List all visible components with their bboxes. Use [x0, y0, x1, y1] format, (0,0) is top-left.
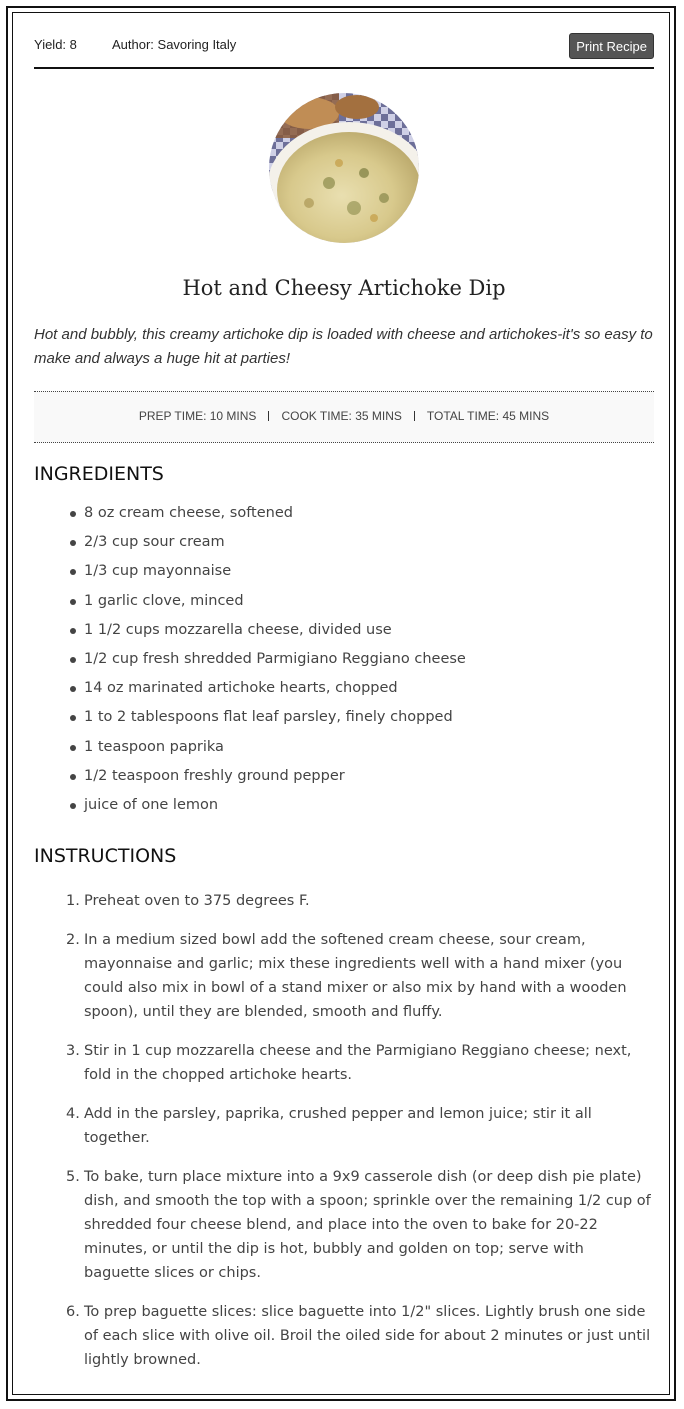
ingredients-heading: INGREDIENTS [34, 463, 164, 485]
time-separator [268, 411, 269, 421]
ingredient-item: 1 garlic clove, minced [84, 587, 654, 616]
instruction-step [66, 1039, 654, 1087]
step-number: 4. [66, 1106, 80, 1122]
bullet-icon [70, 569, 76, 575]
instructions-heading: INSTRUCTIONS [34, 845, 177, 867]
instruction-step [66, 1102, 654, 1150]
bullet-icon [70, 686, 76, 692]
step-text: Stir in 1 cup mozzarella cheese and the Parmigiano Reggiano cheese; next, fold in the chopped artichoke hearts. [84, 1043, 632, 1083]
ingredient-item: 14 oz marinated artichoke hearts, chopped [84, 674, 654, 703]
recipe-meta-bar [34, 13, 654, 69]
recipe-summary: Hot and bubbly, this creamy artichoke dip is loaded with cheese and artichokes-it's so easy to make and always a huge hit at parties! [34, 326, 653, 367]
total-time: TOTAL TIME: 45 MINS [426, 409, 550, 423]
artichoke-dip-photo-icon [269, 93, 419, 243]
ingredient-item: 1/3 cup mayonnaise [84, 557, 654, 586]
recipe-times-bar [34, 391, 654, 443]
author-text: Author: Savoring Italy [112, 37, 237, 52]
bullet-icon [70, 540, 76, 546]
print-recipe-button[interactable]: Print Recipe [569, 33, 654, 59]
step-text: Add in the parsley, paprika, crushed pepper and lemon juice; stir it all together. [84, 1106, 592, 1146]
recipe-card [12, 12, 670, 1395]
bullet-icon [70, 628, 76, 634]
ingredient-item: 1 to 2 tablespoons flat leaf parsley, finely chopped [84, 703, 654, 732]
bullet-icon [70, 511, 76, 517]
ingredients-list [34, 499, 654, 820]
bullet-icon [70, 715, 76, 721]
instructions-list [34, 889, 654, 1387]
instruction-step [66, 889, 654, 913]
step-number: 1. [66, 893, 80, 909]
recipe-title: Hot and Cheesy Artichoke Dip [182, 276, 506, 300]
bullet-icon [70, 599, 76, 605]
instruction-step [66, 928, 654, 1024]
recipe-content [34, 13, 654, 1368]
instruction-step [66, 1300, 654, 1372]
recipe-card-outer-border [6, 6, 676, 1401]
step-number: 5. [66, 1169, 80, 1185]
prep-time: PREP TIME: 10 MINS [138, 409, 257, 423]
ingredient-item: juice of one lemon [84, 791, 654, 820]
recipe-photo [269, 93, 419, 243]
bullet-icon [70, 803, 76, 809]
ingredient-item: 8 oz cream cheese, softened [84, 499, 654, 528]
step-number: 3. [66, 1043, 80, 1059]
step-number: 6. [66, 1304, 80, 1320]
bullet-icon [70, 745, 76, 751]
bullet-icon [70, 774, 76, 780]
ingredient-item: 1 1/2 cups mozzarella cheese, divided use [84, 616, 654, 645]
step-text: Preheat oven to 375 degrees F. [84, 893, 310, 909]
bullet-icon [70, 657, 76, 663]
cook-time: COOK TIME: 35 MINS [281, 409, 402, 423]
yield-text: Yield: 8 [34, 37, 77, 52]
step-text: In a medium sized bowl add the softened cream cheese, sour cream, mayonnaise and garlic; mix these ingredients well with a hand mixer (you could also mix in bowl of a stand mixer or also mix by hand with a wooden spoon), until they are blended, smooth and fluffy. [84, 932, 627, 1020]
ingredient-item: 2/3 cup sour cream [84, 528, 654, 557]
step-number: 2. [66, 932, 80, 948]
instruction-step [66, 1165, 654, 1285]
time-separator [414, 411, 415, 421]
ingredient-item: 1 teaspoon paprika [84, 733, 654, 762]
ingredient-item: 1/2 cup fresh shredded Parmigiano Reggiano cheese [84, 645, 654, 674]
step-text: To bake, turn place mixture into a 9x9 casserole dish (or deep dish pie plate) dish, and smooth the top with a spoon; sprinkle over the remaining 1/2 cup of shredded four cheese blend, and place into the oven to bake for 20-22 minutes, or until the dip is hot, bubbly and golden on top; serve with baguette slices or chips. [84, 1169, 651, 1281]
step-text: To prep baguette slices: slice baguette into 1/2" slices. Lightly brush one side of each slice with olive oil. Broil the oiled side for about 2 minutes or just until lightly browned. [84, 1304, 651, 1368]
ingredient-item: 1/2 teaspoon freshly ground pepper [84, 762, 654, 791]
